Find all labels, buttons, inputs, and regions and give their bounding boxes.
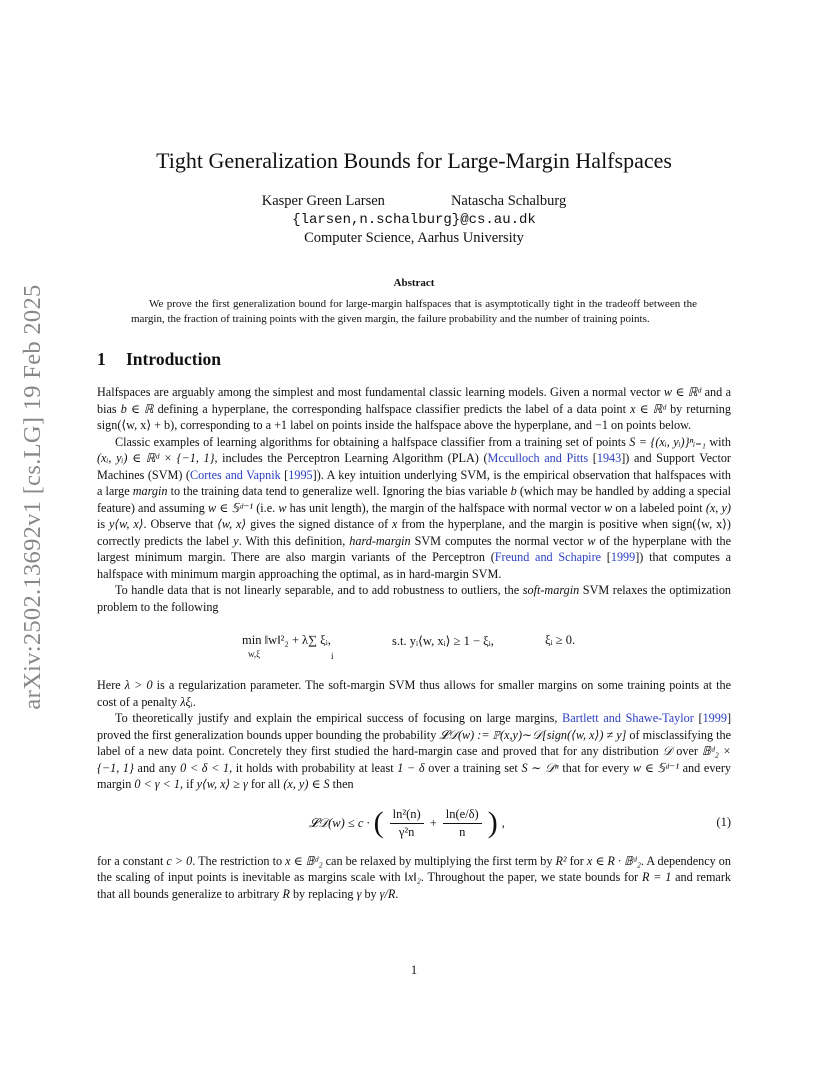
math-inline: c > 0 <box>166 853 193 868</box>
citation-year-link[interactable]: 1995 <box>288 467 313 482</box>
citation-year-link[interactable]: 1999 <box>610 550 636 564</box>
math-inline: 0 < δ < 1 <box>180 760 230 775</box>
math-inline: 𝔹ᵈ₂ × {−1, 1} <box>97 744 731 775</box>
math-inline: −1 <box>595 418 608 432</box>
denominator: n <box>459 824 466 839</box>
equation-subscript: w,ξ <box>248 649 261 659</box>
math-inline: 𝓛𝒟(w) := ℙ(x,y)∼𝒟[sign(⟨w, x⟩) ≠ y] <box>439 727 627 742</box>
math-inline: R = 1 <box>642 870 672 884</box>
citation-link[interactable]: Cortes and Vapnik <box>189 467 281 482</box>
equation-constraint: s.t. yᵢ⟨w, xᵢ⟩ ≥ 1 − ξᵢ, <box>392 634 494 648</box>
math-inline: (x, y) <box>705 500 731 515</box>
paragraph-halfspaces: Halfspaces are arguably among the simplest and most fundamental classic learning models. Given a normal vector w ∈ ℝᵈ and a bias b ∈ ℝ defining a hyperplane, the corresponding halfspace classifier predicts the label of a data point x ∈ ℝᵈ by returning sign(⟨w, x⟩ + b), corresponding to a +1 label on points inside the halfspace above the hyperplane, and −1 on points below. <box>97 385 731 432</box>
citation-link[interactable]: Mcculloch and Pitts <box>487 451 589 465</box>
equation-objective: min ‖w‖²₂ + λ∑ ξᵢ, <box>242 633 331 647</box>
math-inline: w ∈ 𝕊ᵈ⁻¹ <box>208 500 254 515</box>
math-inline: w ∈ 𝕊ᵈ⁻¹ <box>632 760 679 775</box>
math-inline: b ∈ ℝ <box>120 401 154 416</box>
section-title: Introduction <box>126 349 221 369</box>
math-inline: y <box>233 533 239 548</box>
abstract-text: We prove the first generalization bound for large-margin halfspaces that is asymptotically tight in the tradeoff between the margin, the fraction of training points with the given margin, the failure probability and the number of training points. <box>131 298 697 325</box>
fraction <box>390 807 424 840</box>
author-list <box>97 193 731 210</box>
math-inline: 𝒟 <box>662 744 673 758</box>
math-inline: b <box>510 484 517 498</box>
math-inline: (x, y) ∈ S <box>283 777 330 791</box>
paragraph-generalization: To theoretically justify and explain the empirical success of focusing on large margins, Bartlett and Shawe-Taylor [1999] proved the first generalization bounds upper bounding the probability 𝓛𝒟(w) := ℙ(x,y)∼𝒟[sign(⟨w, x⟩) ≠ y] of misclassifying the label of a new data point. Concretely they first studied the hard-margin case and proved that for any distribution 𝒟 over 𝔹ᵈ₂ × {−1, 1} and any 0 < δ < 1, it holds with probability at least 1 − δ over a training set S ∼ 𝒟ⁿ that for every w ∈ 𝕊ᵈ⁻¹ and every margin 0 < γ < 1, if y⟨w, x⟩ ≥ γ for all (x, y) ∈ S then <box>97 711 732 791</box>
math-inline: R² <box>555 853 567 868</box>
math-inline: γ <box>356 886 362 901</box>
numerator: ln²(n) <box>390 807 424 824</box>
math-inline: λ > 0 <box>124 678 153 692</box>
equation-constraint: ξᵢ ≥ 0. <box>545 633 576 647</box>
generalization-bound-equation <box>97 799 731 847</box>
paper-page <box>97 148 731 902</box>
fraction <box>443 807 482 840</box>
paragraph-classic-examples: Classic examples of learning algorithms for obtaining a halfspace classifier from a training set of points S = {(xᵢ, yᵢ)}ⁿᵢ₌₁ with (xᵢ, yᵢ) ∈ ℝᵈ × {−1, 1}, includes the Perceptron Learning Algorithm (PLA) (Mcculloch and Pitts [1943]) and Support Vector Machines (SVM) (Cortes and Vapnik [1995]). A key intuition underlying SVM, is the empirical observation that halfspaces with a large margin to the training data tend to generalize well. Ignoring the bias variable b (which may be handled by adding a special feature) and assuming w ∈ 𝕊ᵈ⁻¹ (i.e. w has unit length), the margin of the halfspace with normal vector w on a labeled point (x, y) is y⟨w, x⟩. Observe that ⟨w, x⟩ gives the signed distance of x from the hyperplane, and the margin is positive when sign(⟨w, x⟩) correctly predicts the label y. With this definition, hard-margin SVM computes the normal vector w of the hyperplane with the largest minimum margin. There are also margin variants of the Perceptron (Freund and Schapire [1999]) that computes a halfspace with minimum margin approaching the optimal, as in hard-margin SVM. <box>97 434 732 581</box>
section-heading <box>97 349 731 370</box>
svm-objective-equation <box>97 623 731 667</box>
citation-link[interactable]: Bartlett and Shawe-Taylor <box>562 711 694 725</box>
math-inline: x ∈ 𝔹ᵈ₂ <box>285 853 323 868</box>
math-inline: w <box>278 500 287 515</box>
math-inline: (xᵢ, yᵢ) ∈ ℝᵈ × {−1, 1} <box>97 451 215 465</box>
equation-subscript: i <box>331 651 334 661</box>
math-inline: λξᵢ <box>180 694 193 709</box>
emphasis: soft-margin <box>522 583 580 597</box>
equation-number: (1) <box>716 814 731 829</box>
abstract-heading: Abstract <box>393 277 435 289</box>
denominator: γ²n <box>398 824 415 839</box>
comma: , <box>501 815 505 830</box>
math-inline: ‖x‖₂ <box>404 870 421 884</box>
section-number: 1 <box>97 349 106 369</box>
math-inline: y⟨w, x⟩ ≥ γ <box>196 777 248 791</box>
math-inline: sign(⟨w, x⟩ + b) <box>97 418 175 432</box>
author-name: Kasper Green Larsen <box>261 193 385 209</box>
math-inline: γ/R <box>379 886 396 901</box>
math-inline: R <box>282 886 290 901</box>
math-inline: w <box>587 533 596 548</box>
citation-year-link[interactable]: 1999 <box>702 711 727 725</box>
emphasis: margin <box>132 484 168 498</box>
math-inline: x ∈ R · 𝔹ᵈ₂ <box>586 853 641 868</box>
math-inline: y⟨w, x⟩ <box>109 517 144 531</box>
numerator: ln(e/δ) <box>443 807 482 824</box>
math-inline: w <box>604 500 613 515</box>
page-number: 1 <box>410 963 418 977</box>
math-inline: sign(⟨w, x⟩) <box>672 517 731 531</box>
math-inline: +1 <box>274 418 288 432</box>
citation-year-link[interactable]: 1943 <box>596 451 622 465</box>
plus-sign: + <box>429 815 437 830</box>
author-affiliation: Computer Science, Aarhus University <box>304 230 524 246</box>
left-paren: ( <box>373 806 384 839</box>
math-inline: ⟨w, x⟩ <box>217 517 247 531</box>
equation-expression <box>309 807 505 840</box>
emphasis: hard-margin <box>349 533 411 548</box>
math-inline: x <box>392 517 398 531</box>
arxiv-identifier: arXiv:2502.13692v1 [cs.LG] 19 Feb 2025 <box>19 284 46 710</box>
math-inline: 1 − δ <box>397 760 425 775</box>
math-inline: x ∈ ℝᵈ <box>630 401 667 416</box>
paper-title: Tight Generalization Bounds for Large-Margin Halfspaces <box>156 148 672 173</box>
right-paren: ) <box>487 806 498 839</box>
math-inline: 0 < γ < 1 <box>134 777 180 791</box>
math-inline: w ∈ ℝᵈ <box>663 385 702 399</box>
arxiv-sidebar <box>16 262 50 732</box>
math-inline: S = <box>629 434 648 449</box>
author-name: Natascha Schalburg <box>450 193 567 209</box>
paragraph-regularization: Here λ > 0 is a regularization parameter. The soft-margin SVM thus allows for smaller margins on some training points at the cost of a penalty λξᵢ. <box>97 678 731 709</box>
paragraph-scaling: for a constant c > 0. The restriction to x ∈ 𝔹ᵈ₂ can be relaxed by multiplying the first term by R² for x ∈ R · 𝔹ᵈ₂. A dependency on the scaling of input points is inevitable as margins scale with ‖x‖₂. Throughout the paper, we state bounds for R = 1 and remark that all bounds generalize to arbitrary R by replacing γ by γ/R. <box>97 853 731 901</box>
math-inline: S ∼ 𝒟ⁿ <box>521 760 559 775</box>
author-emails: {larsen,n.schalburg}@cs.au.dk <box>292 212 536 228</box>
math-inline: {(xᵢ, yᵢ)}ⁿᵢ₌₁ <box>650 434 706 449</box>
paragraph-soft-margin: To handle data that is not linearly separable, and to add robustness to outliers, the soft-margin SVM relaxes the optimization problem to the following <box>97 583 732 614</box>
equation-lhs: 𝓛𝒟(w) ≤ c · <box>309 815 370 830</box>
citation-link[interactable]: Freund and Schapire <box>494 550 602 564</box>
